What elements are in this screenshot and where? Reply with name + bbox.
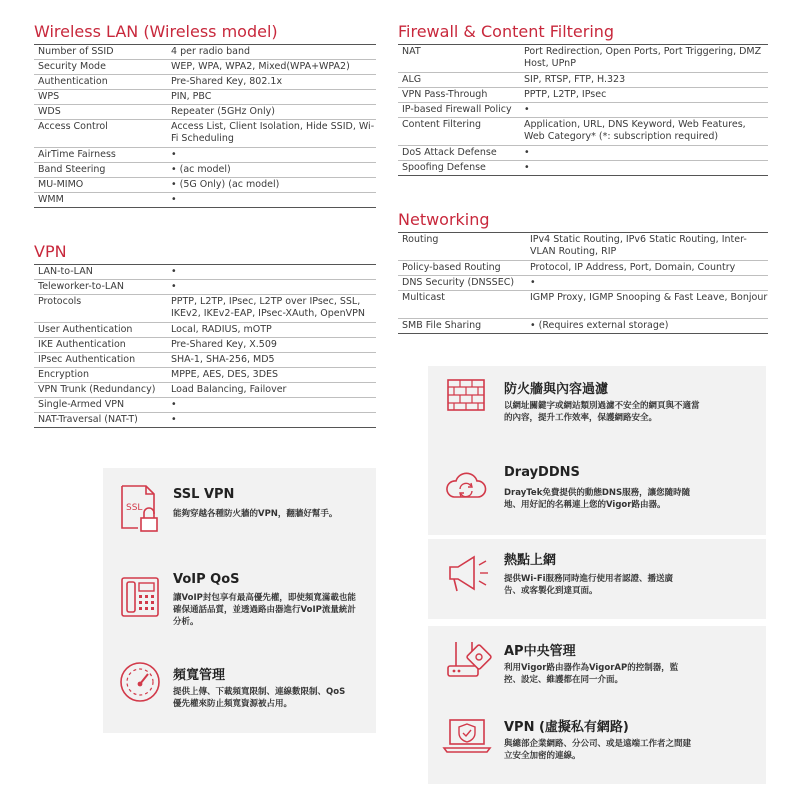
spec-key: WMM <box>38 194 64 205</box>
spec-key: Number of SSID <box>38 46 114 57</box>
networking-section-title: Networking <box>398 210 490 229</box>
spec-row <box>34 353 376 368</box>
spec-key: AirTime Fairness <box>38 149 116 160</box>
feature-title: 熱點上網 <box>504 553 557 568</box>
feature-title: VPN (虛擬私有網路) <box>504 720 629 735</box>
spec-value: • <box>171 149 177 160</box>
spec-key: DNS Security (DNSSEC) <box>402 277 515 288</box>
spec-row <box>398 291 768 319</box>
ssl-certificate-icon <box>118 484 162 538</box>
feature-description: 與總部企業網路、分公司、或是遠端工作者之間建立安全加密的連線。 <box>504 739 692 761</box>
spec-row <box>34 193 376 208</box>
spec-value: • <box>524 104 530 115</box>
spec-value: MPPE, AES, DES, 3DES <box>171 369 279 380</box>
spec-value: • (5G Only) (ac model) <box>171 179 280 190</box>
spec-key: DoS Attack Defense <box>402 147 497 158</box>
feature-card-drayddns <box>428 455 766 535</box>
spec-value: PPTP, L2TP, IPsec <box>524 89 607 100</box>
spec-key: IKE Authentication <box>38 339 126 350</box>
spec-row <box>34 280 376 295</box>
spec-row <box>34 178 376 193</box>
spec-key: Routing <box>402 234 439 245</box>
spec-row <box>34 75 376 90</box>
feature-description: 提供上傳、下載頻寬限制、連線數限制、QoS優先權來防止頻寬資源被占用。 <box>173 687 346 709</box>
spec-row <box>34 44 376 60</box>
firewall-icon <box>446 378 486 416</box>
access-point-icon <box>444 636 492 690</box>
spec-row <box>34 60 376 75</box>
cloud-sync-icon <box>444 469 488 511</box>
feature-card-hotspot <box>428 539 766 619</box>
spec-key: Encryption <box>38 369 90 380</box>
spec-row <box>34 163 376 178</box>
feature-title: 頻寬管理 <box>173 668 226 683</box>
feature-title: DrayDDNS <box>504 465 580 480</box>
spec-row <box>34 413 376 428</box>
feature-description: 能夠穿越各種防火牆的VPN，翻牆好幫手。 <box>173 509 338 519</box>
megaphone-icon <box>444 553 492 599</box>
spec-key: NAT-Traversal (NAT-T) <box>38 414 138 425</box>
spec-row <box>34 90 376 105</box>
spec-row <box>34 398 376 413</box>
spec-key: ALG <box>402 74 422 85</box>
ssl-icon-text: SSL <box>126 503 143 513</box>
feature-description: 讓VoIP封包享有最高優先權，即使頻寬滿載也能確保通話品質，並透過路由器進行VoIP流量統計分析。 <box>173 593 356 627</box>
spec-value: Pre-Shared Key, 802.1x <box>171 76 283 87</box>
spec-value: • <box>171 399 177 410</box>
spec-row <box>34 295 376 323</box>
spec-key: Teleworker-to-LAN <box>38 281 124 292</box>
firewall-section-title: Firewall & Content Filtering <box>398 22 615 41</box>
spec-value: • <box>171 414 177 425</box>
spec-key: Access Control <box>38 121 108 132</box>
spec-row <box>398 146 768 161</box>
spec-key: Band Steering <box>38 164 106 175</box>
spec-value: PIN, PBC <box>171 91 212 102</box>
feature-card-ap-management <box>428 626 766 706</box>
laptop-shield-icon <box>442 716 492 760</box>
spec-row <box>398 88 768 103</box>
spec-value: • <box>171 194 177 205</box>
spec-key: Content Filtering <box>402 119 482 130</box>
spec-key: VPN Trunk (Redundancy) <box>38 384 156 395</box>
spec-key: VPN Pass-Through <box>402 89 488 100</box>
spec-row <box>398 103 768 118</box>
spec-key: Multicast <box>402 292 445 303</box>
spec-key: NAT <box>402 46 421 57</box>
spec-key: Protocols <box>38 296 82 307</box>
spec-value: • (ac model) <box>171 164 231 175</box>
firewall-spec-table <box>398 44 768 176</box>
vpn-spec-table <box>34 264 376 428</box>
feature-title: SSL VPN <box>173 487 235 502</box>
spec-value: 4 per radio band <box>171 46 250 57</box>
feature-card-firewall <box>428 366 766 455</box>
spec-value: Protocol, IP Address, Port, Domain, Country <box>530 262 736 273</box>
spec-row <box>398 276 768 291</box>
spec-value: • <box>524 147 530 158</box>
feature-description: 利用Vigor路由器作為VigorAP的控制器，監控、設定、維護都在同一介面。 <box>504 663 679 685</box>
spec-value: PPTP, L2TP, IPsec, L2TP over IPsec, SSL, IKEv2, IKEv2-EAP, IPsec-XAuth, OpenVPN <box>171 296 365 319</box>
wireless-section-title: Wireless LAN (Wireless model) <box>34 22 278 41</box>
spec-row <box>398 319 768 334</box>
spec-row <box>398 232 768 261</box>
spec-value: • <box>524 162 530 173</box>
spec-value: SIP, RTSP, FTP, H.323 <box>524 74 626 85</box>
spec-value: SHA-1, SHA-256, MD5 <box>171 354 275 365</box>
feature-card-bandwidth <box>103 644 376 733</box>
spec-value: Application, URL, DNS Keyword, Web Features, Web Category* (*: subscription required) <box>524 119 746 142</box>
spec-row <box>34 264 376 280</box>
spec-value: • <box>171 266 177 277</box>
spec-row <box>398 261 768 276</box>
spec-value: • <box>530 277 536 288</box>
spec-row <box>34 368 376 383</box>
spec-row <box>398 44 768 73</box>
spec-key: Single-Armed VPN <box>38 399 125 410</box>
wireless-spec-table <box>34 44 376 208</box>
spec-key: User Authentication <box>38 324 133 335</box>
speedometer-icon <box>118 660 162 708</box>
spec-key: LAN-to-LAN <box>38 266 93 277</box>
phone-icon <box>120 575 160 623</box>
spec-value: Access List, Client Isolation, Hide SSID, Wi-Fi Scheduling <box>171 121 375 144</box>
spec-key: IPsec Authentication <box>38 354 136 365</box>
vpn-section-title: VPN <box>34 242 67 261</box>
feature-card-vpn <box>428 704 766 784</box>
spec-key: Policy-based Routing <box>402 262 501 273</box>
feature-card-ssl-vpn <box>103 468 376 557</box>
spec-row <box>398 118 768 146</box>
spec-row <box>34 120 376 148</box>
feature-description: 提供Wi-Fi服務同時進行使用者認證、播送廣告、或客製化到達頁面。 <box>504 574 674 596</box>
spec-value: IPv4 Static Routing, IPv6 Static Routing, Inter-VLAN Routing, RIP <box>530 234 747 257</box>
spec-key: IP-based Firewall Policy <box>402 104 512 115</box>
networking-spec-table <box>398 232 768 334</box>
feature-title: VoIP QoS <box>173 572 240 587</box>
feature-title: 防火牆與內容過濾 <box>504 382 609 397</box>
feature-description: DrayTek免費提供的動態DNS服務，讓您隨時隨地、用好記的名稱連上您的Vigor路由器。 <box>504 488 691 510</box>
feature-title: AP中央管理 <box>504 644 576 659</box>
spec-row <box>398 73 768 88</box>
feature-card-voip-qos <box>103 555 376 644</box>
spec-key: WDS <box>38 106 61 117</box>
spec-value: IGMP Proxy, IGMP Snooping & Fast Leave, Bonjour <box>530 292 768 303</box>
feature-description: 以網址關鍵字或網站類別過濾不安全的網頁與不適當的內容，提升工作效率，保護網路安全。 <box>504 401 700 423</box>
spec-value: Local, RADIUS, mOTP <box>171 324 272 335</box>
spec-key: Spoofing Defense <box>402 162 486 173</box>
spec-value: Port Redirection, Open Ports, Port Triggering, DMZ Host, UPnP <box>524 46 762 69</box>
spec-row <box>34 383 376 398</box>
spec-row <box>34 148 376 163</box>
spec-key: WPS <box>38 91 60 102</box>
spec-row <box>34 323 376 338</box>
spec-value: Load Balancing, Failover <box>171 384 287 395</box>
spec-row <box>34 338 376 353</box>
spec-value: WEP, WPA, WPA2, Mixed(WPA+WPA2) <box>171 61 350 72</box>
spec-row <box>398 161 768 176</box>
spec-key: Security Mode <box>38 61 106 72</box>
spec-key: SMB File Sharing <box>402 320 482 331</box>
spec-key: Authentication <box>38 76 108 87</box>
spec-value: • (Requires external storage) <box>530 320 669 331</box>
spec-value: Pre-Shared Key, X.509 <box>171 339 277 350</box>
spec-key: MU-MIMO <box>38 179 84 190</box>
spec-value: • <box>171 281 177 292</box>
spec-value: Repeater (5GHz Only) <box>171 106 275 117</box>
spec-row <box>34 105 376 120</box>
